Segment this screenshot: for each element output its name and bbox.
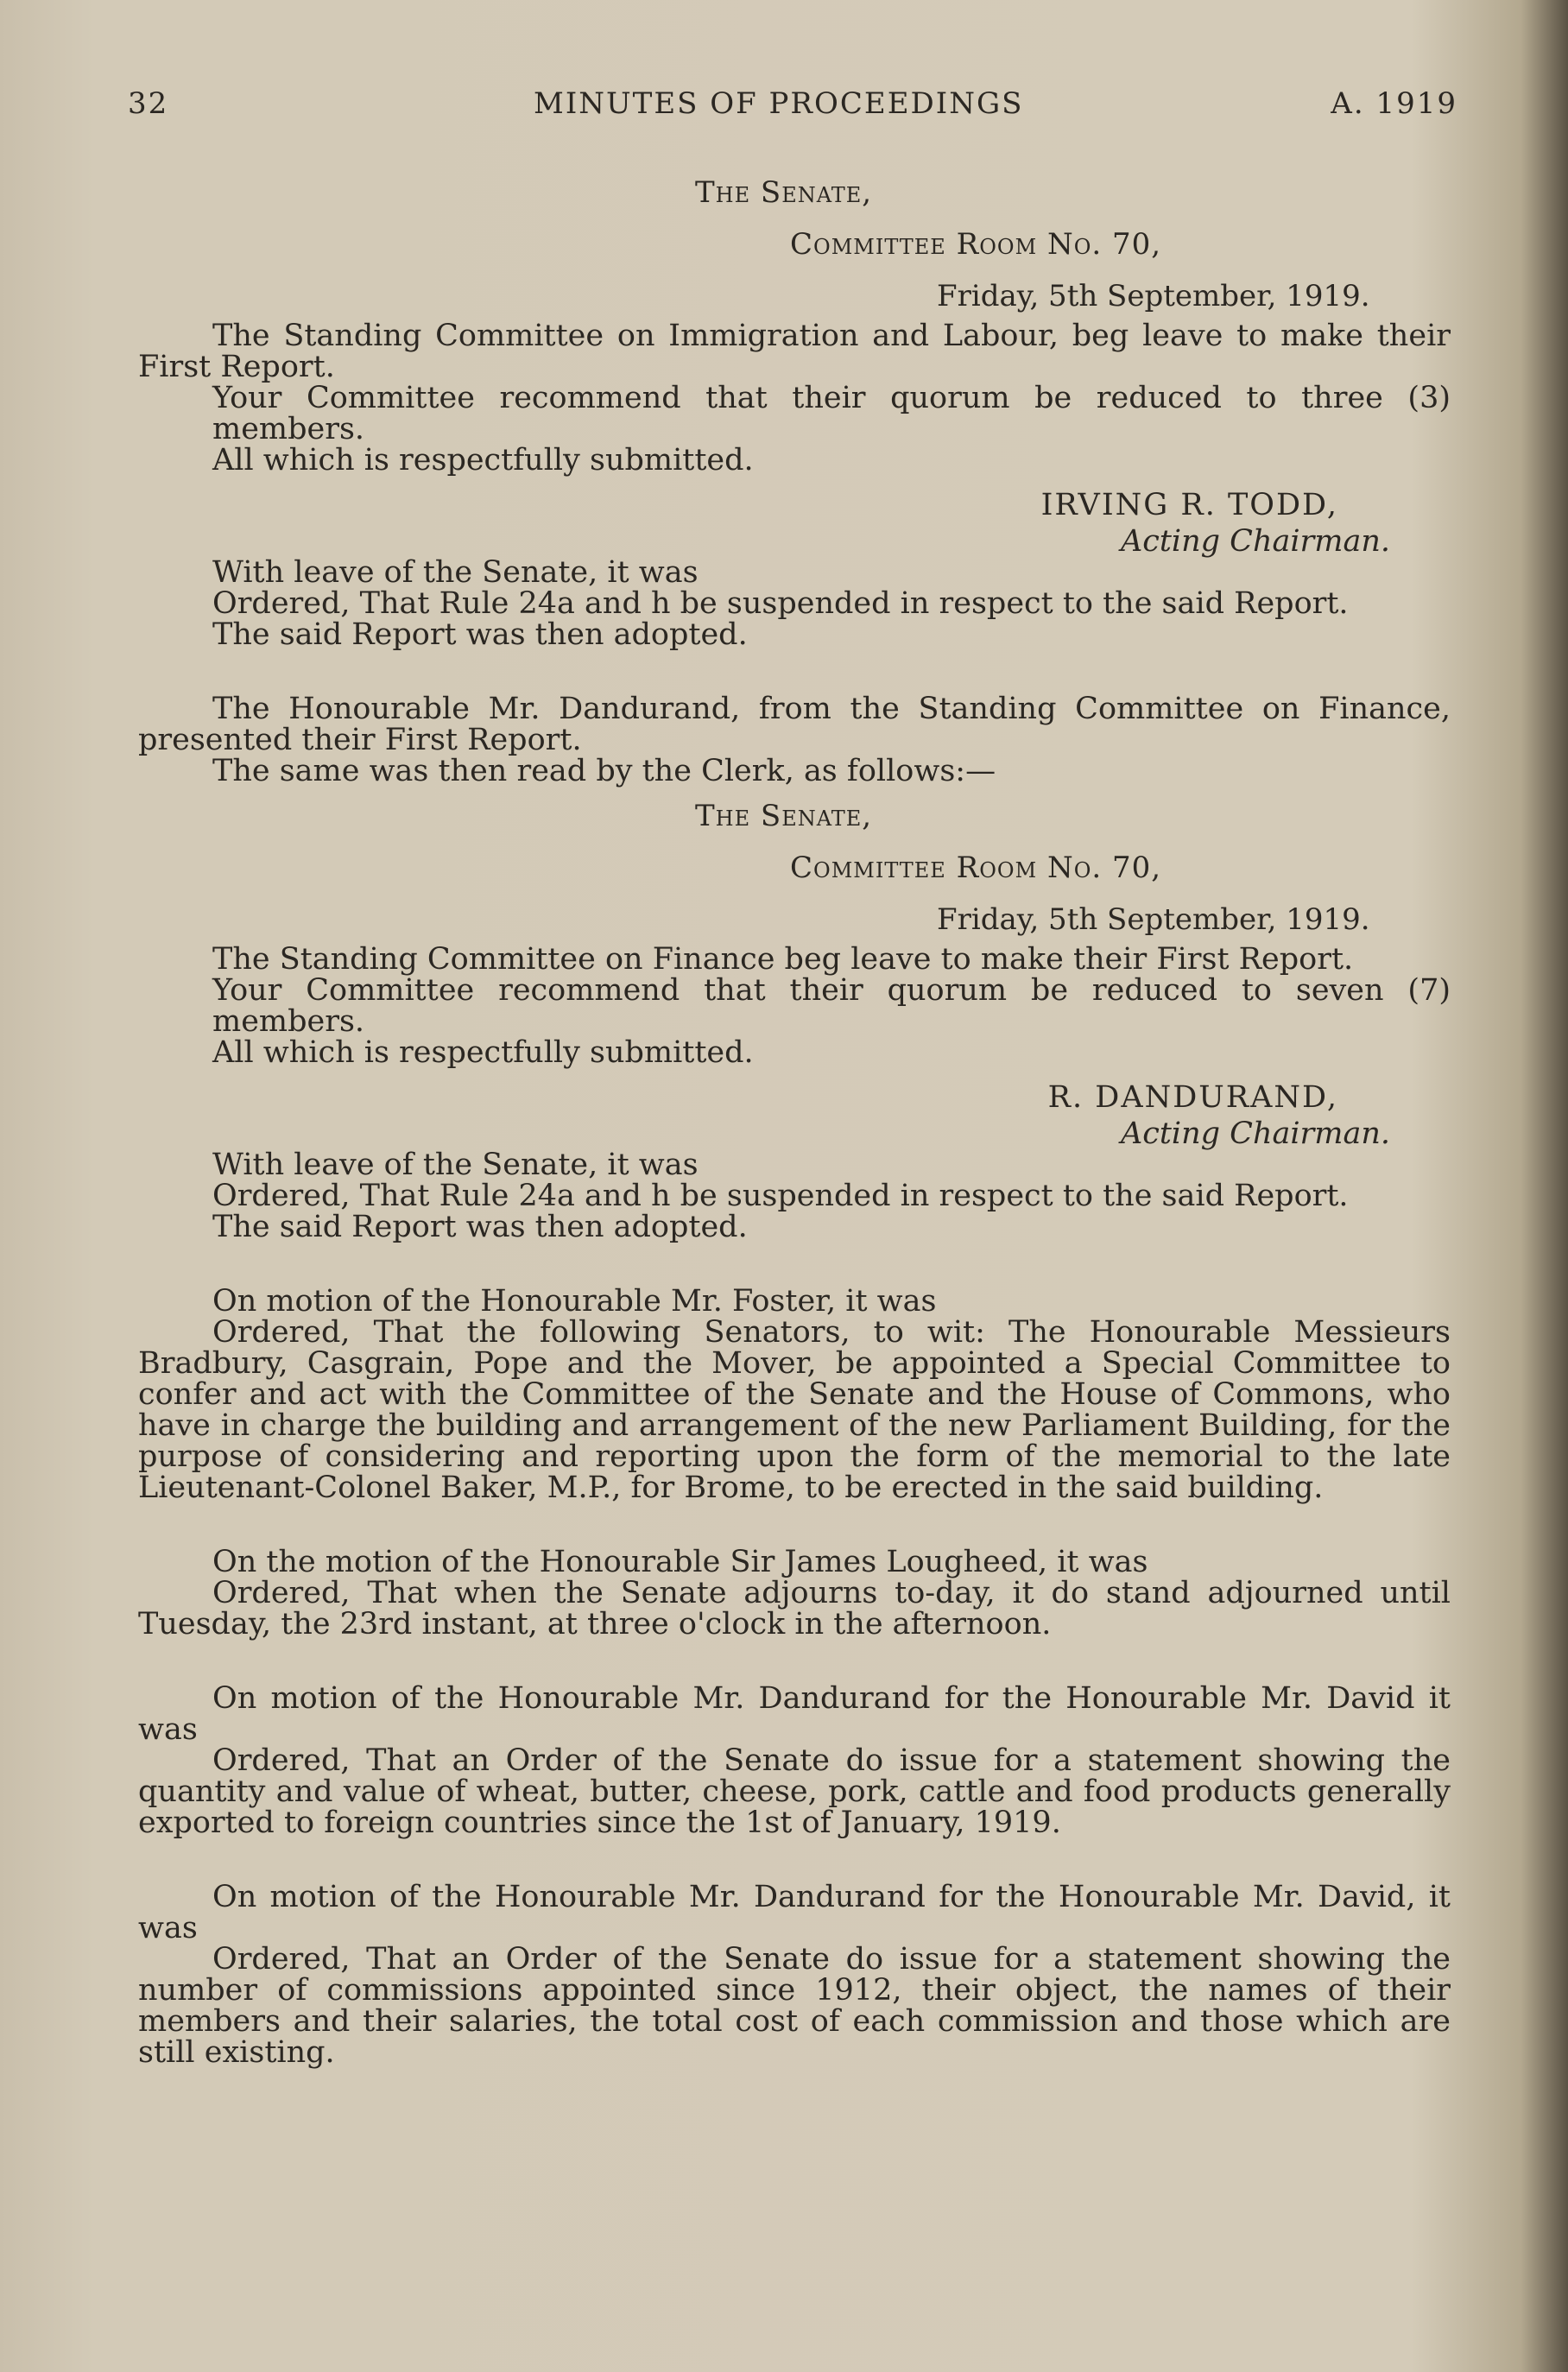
motion-line: On motion of the Honourable Mr. Dandurand for the Honourable Mr. David, it was [138, 1880, 1451, 1945]
report-heading: The Senate, [695, 175, 873, 210]
finance-intro-read: The same was then read by the Clerk, as follows:— [212, 754, 996, 788]
page-number: 32 [128, 86, 169, 121]
motion-order: Ordered, That when the Senate adjourns to-day, it do stand adjourned until Tuesday, the 23rd instant, at three o'clock in the afternoon. [138, 1576, 1451, 1641]
order-line: Ordered, That Rule 24a and h be suspended in respect to the said Report. [212, 1179, 1349, 1213]
motion-order: Ordered, That the following Senators, to wit: The Honourable Messieurs Bradbury, Casgrain, Pope and the Mover, be appointed a Special Committee to confer and act with the Committee of the Senate and the House of Commons, who have in charge the building and arrangement of the new Parliament Building, for the purpose of considering and reporting upon the form of the memorial to the late Lieutenant-Colonel Baker, M.P., for Brome, to be erected in the said building. [138, 1315, 1451, 1505]
adopted-line: The said Report was then adopted. [212, 617, 748, 652]
report-room: Committee Room No. 70, [790, 227, 1162, 262]
report-paragraph: Your Committee recommend that their quorum be reduced to three (3) members. [212, 381, 1451, 446]
signature: IRVING R. TODD, [1040, 488, 1338, 522]
motion-line: On motion of the Honourable Mr. Foster, it was [212, 1284, 937, 1319]
page-header [128, 86, 1457, 130]
report-paragraph: Your Committee recommend that their quorum be reduced to seven (7) members. [212, 973, 1451, 1039]
leave-line: With leave of the Senate, it was [212, 555, 699, 590]
report-paragraph: All which is respectfully submitted. [212, 1035, 754, 1070]
report-date: Friday, 5th September, 1919. [937, 279, 1370, 313]
signature-role: Acting Chairman. [1120, 1116, 1390, 1151]
signature-role: Acting Chairman. [1120, 524, 1390, 559]
report-date: Friday, 5th September, 1919. [937, 902, 1370, 937]
signature: R. DANDURAND, [1047, 1080, 1338, 1115]
finance-intro-paragraph: The Honourable Mr. Dandurand, from the Standing Committee on Finance, presented their First Report. [138, 692, 1451, 757]
leave-line: With leave of the Senate, it was [212, 1148, 699, 1182]
motion-order: Ordered, That an Order of the Senate do issue for a statement showing the number of commissions appointed since 1912, their object, the names of their members and their salaries, the total cost of each commission and those which are still existing. [138, 1942, 1451, 2070]
motion-order: Ordered, That an Order of the Senate do issue for a statement showing the quantity and value of wheat, butter, cheese, pork, cattle and food products generally exported to foreign countries since the 1st of January, 1919. [138, 1743, 1451, 1840]
report-paragraph: The Standing Committee on Finance beg leave to make their First Report. [212, 942, 1354, 977]
report-room: Committee Room No. 70, [790, 851, 1162, 885]
order-line: Ordered, That Rule 24a and h be suspended in respect to the said Report. [212, 586, 1349, 621]
motion-line: On motion of the Honourable Mr. Dandurand for the Honourable Mr. David it was [138, 1681, 1451, 1747]
report-heading: The Senate, [695, 799, 873, 833]
adopted-line: The said Report was then adopted. [212, 1210, 748, 1244]
year-label: A. 1919 [1331, 86, 1457, 121]
report-paragraph: All which is respectfully submitted. [212, 443, 754, 478]
running-title: MINUTES OF PROCEEDINGS [534, 86, 1024, 121]
report-paragraph: The Standing Committee on Immigration and Labour, beg leave to make their First Report. [138, 319, 1451, 384]
motion-line: On the motion of the Honourable Sir James Lougheed, it was [212, 1545, 1148, 1579]
document-body [138, 177, 1451, 2068]
